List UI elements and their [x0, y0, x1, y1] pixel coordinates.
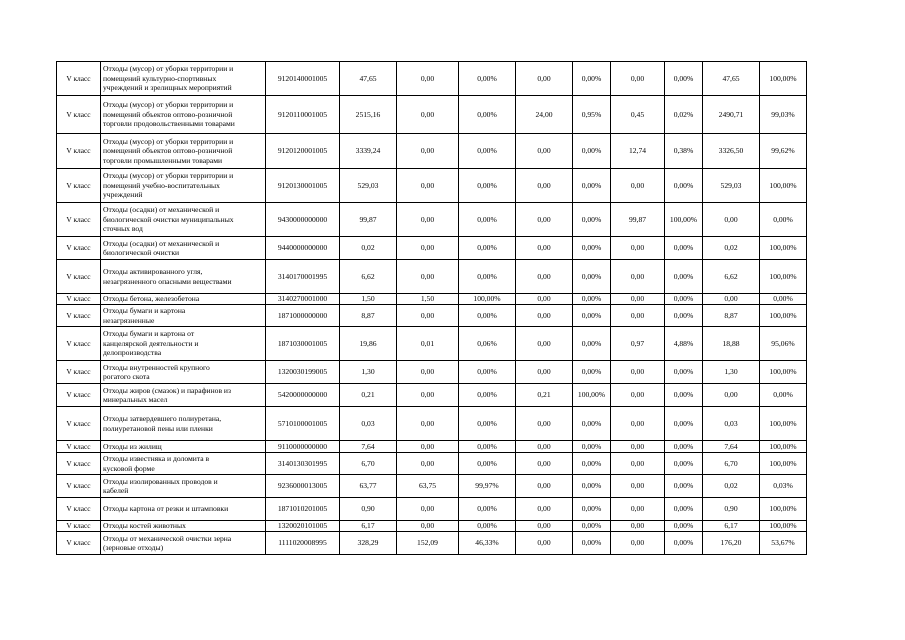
percent-2-cell: 0,00%	[573, 62, 611, 96]
value-2-cell: 0,00	[516, 62, 573, 96]
value-3-cell: 0,00	[611, 294, 665, 305]
percent-1-cell: 0,00%	[459, 169, 516, 203]
waste-name-cell	[101, 475, 266, 498]
percent-4-cell: 100,00%	[760, 305, 807, 327]
percent-4-cell: 0,03%	[760, 475, 807, 498]
percent-3-cell: 0,00%	[665, 294, 703, 305]
percent-4-cell: 95,06%	[760, 327, 807, 361]
waste-name-cell	[101, 407, 266, 441]
value-1-cell: 63,75	[397, 475, 459, 498]
percent-2-cell: 0,00%	[573, 498, 611, 521]
percent-3-cell: 0,00%	[665, 305, 703, 327]
percent-3-cell: 0,38%	[665, 134, 703, 169]
percent-3-cell: 0,02%	[665, 96, 703, 134]
waste-name-cell	[101, 134, 266, 169]
percent-3-cell: 0,00%	[665, 532, 703, 555]
percent-2-cell: 0,00%	[573, 294, 611, 305]
waste-code-cell: 1871000000000	[266, 305, 340, 327]
total-cell: 2515,16	[340, 96, 397, 134]
waste-code-cell: 9120140001005	[266, 62, 340, 96]
value-3-cell: 0,00	[611, 441, 665, 453]
value-1-cell: 0,00	[397, 384, 459, 407]
value-4-cell: 0,00	[703, 384, 760, 407]
class-cell: V класс	[57, 237, 101, 260]
waste-name-line: Отходы затвердевшего полиуретана,	[103, 414, 222, 424]
waste-code-cell: 9110000000000	[266, 441, 340, 453]
value-2-cell: 0,00	[516, 532, 573, 555]
percent-2-cell: 0,00%	[573, 327, 611, 361]
table-row	[57, 169, 807, 203]
value-4-cell: 2490,71	[703, 96, 760, 134]
value-3-cell: 0,00	[611, 361, 665, 384]
percent-3-cell: 0,00%	[665, 407, 703, 441]
waste-name-line: помещений культурно-спортивных	[103, 73, 217, 83]
percent-3-cell: 0,00%	[665, 475, 703, 498]
value-4-cell: 6,17	[703, 521, 760, 532]
total-cell: 7,64	[340, 441, 397, 453]
table-row	[57, 475, 807, 498]
class-cell: V класс	[57, 521, 101, 532]
waste-name-line: Отходы внутренностей крупного	[103, 362, 210, 372]
value-2-cell: 0,00	[516, 327, 573, 361]
total-cell: 0,03	[340, 407, 397, 441]
value-2-cell: 0,21	[516, 384, 573, 407]
waste-code-cell: 5420000000000	[266, 384, 340, 407]
class-cell: V класс	[57, 305, 101, 327]
total-cell: 8,87	[340, 305, 397, 327]
waste-name-cell	[101, 532, 266, 555]
waste-table	[56, 61, 807, 555]
percent-4-cell: 100,00%	[760, 498, 807, 521]
waste-name-cell	[101, 305, 266, 327]
total-cell: 0,90	[340, 498, 397, 521]
table-row	[57, 407, 807, 441]
class-cell: V класс	[57, 498, 101, 521]
total-cell: 19,86	[340, 327, 397, 361]
total-cell: 3339,24	[340, 134, 397, 169]
percent-1-cell: 46,33%	[459, 532, 516, 555]
waste-name-line: Отходы (мусор) от уборки территории и	[103, 136, 234, 146]
percent-3-cell: 0,00%	[665, 498, 703, 521]
waste-code-cell: 3140270001000	[266, 294, 340, 305]
percent-1-cell: 0,00%	[459, 305, 516, 327]
value-3-cell: 0,00	[611, 237, 665, 260]
waste-name-line: делопроизводства	[103, 348, 162, 358]
percent-3-cell: 0,00%	[665, 62, 703, 96]
value-1-cell: 0,00	[397, 260, 459, 294]
value-2-cell: 0,00	[516, 407, 573, 441]
value-1-cell: 0,00	[397, 96, 459, 134]
total-cell: 47,65	[340, 62, 397, 96]
total-cell: 1,30	[340, 361, 397, 384]
value-2-cell: 0,00	[516, 169, 573, 203]
waste-name-line: Отходы активированного угля,	[103, 267, 203, 277]
waste-name-line: Отходы жиров (смазок) и парафинов из	[103, 385, 231, 395]
waste-name-line: биологической очистки муниципальных	[103, 214, 234, 224]
percent-1-cell: 0,00%	[459, 96, 516, 134]
percent-1-cell: 0,00%	[459, 521, 516, 532]
class-cell: V класс	[57, 327, 101, 361]
value-1-cell: 0,00	[397, 169, 459, 203]
table-row	[57, 305, 807, 327]
waste-name-line: Отходы бумаги и картона от	[103, 329, 195, 339]
value-3-cell: 0,00	[611, 498, 665, 521]
waste-name-cell	[101, 169, 266, 203]
waste-code-cell: 9440000000000	[266, 237, 340, 260]
value-3-cell: 0,00	[611, 521, 665, 532]
waste-name-line: Отходы бумаги и картона	[103, 306, 186, 316]
value-2-cell: 0,00	[516, 441, 573, 453]
table-row	[57, 237, 807, 260]
percent-1-cell: 0,00%	[459, 134, 516, 169]
table-row	[57, 203, 807, 237]
value-1-cell: 0,00	[397, 237, 459, 260]
value-1-cell: 1,50	[397, 294, 459, 305]
waste-code-cell: 9120130001005	[266, 169, 340, 203]
waste-name-line: помещений объектов оптово-розничной	[103, 109, 233, 119]
table-row	[57, 384, 807, 407]
value-1-cell: 0,00	[397, 305, 459, 327]
value-2-cell: 0,00	[516, 453, 573, 475]
table-row	[57, 62, 807, 96]
waste-name-cell	[101, 361, 266, 384]
value-3-cell: 0,00	[611, 407, 665, 441]
class-cell: V класс	[57, 203, 101, 237]
percent-1-cell: 0,00%	[459, 361, 516, 384]
waste-name-line: полиуретановой пены или пленки	[103, 423, 213, 433]
percent-3-cell: 100,00%	[665, 203, 703, 237]
waste-code-cell: 3140130301995	[266, 453, 340, 475]
waste-name-line: помещений объектов оптово-розничной	[103, 146, 233, 156]
value-2-cell: 0,00	[516, 498, 573, 521]
value-3-cell: 0,00	[611, 305, 665, 327]
table-row	[57, 327, 807, 361]
waste-name-line: Отходы (мусор) от уборки территории и	[103, 100, 234, 110]
waste-name-line: минеральных масел	[103, 395, 168, 404]
percent-1-cell: 0,00%	[459, 203, 516, 237]
class-cell: V класс	[57, 294, 101, 305]
class-cell: V класс	[57, 260, 101, 294]
percent-1-cell: 0,00%	[459, 62, 516, 96]
class-cell: V класс	[57, 361, 101, 384]
waste-name-cell	[101, 62, 266, 96]
waste-code-cell: 9120110001005	[266, 96, 340, 134]
waste-name-cell	[101, 384, 266, 407]
percent-3-cell: 0,00%	[665, 260, 703, 294]
value-3-cell: 0,00	[611, 62, 665, 96]
waste-name-line: Отходы бетона, железобетона	[103, 294, 200, 304]
percent-1-cell: 0,00%	[459, 441, 516, 453]
value-4-cell: 6,62	[703, 260, 760, 294]
table-row	[57, 453, 807, 475]
value-4-cell: 0,00	[703, 294, 760, 305]
waste-name-line: Отходы изолированных проводов и	[103, 476, 218, 486]
total-cell: 0,21	[340, 384, 397, 407]
percent-2-cell: 0,00%	[573, 475, 611, 498]
value-4-cell: 18,88	[703, 327, 760, 361]
waste-name-line: незагрязненные	[103, 315, 155, 325]
waste-code-cell: 1871030001005	[266, 327, 340, 361]
value-4-cell: 3326,50	[703, 134, 760, 169]
value-3-cell: 0,00	[611, 532, 665, 555]
percent-4-cell: 53,67%	[760, 532, 807, 555]
table-row	[57, 532, 807, 555]
percent-4-cell: 100,00%	[760, 453, 807, 475]
value-1-cell: 0,01	[397, 327, 459, 361]
value-4-cell: 0,00	[703, 203, 760, 237]
value-2-cell: 0,00	[516, 134, 573, 169]
waste-code-cell: 1871010201005	[266, 498, 340, 521]
percent-1-cell: 0,00%	[459, 384, 516, 407]
percent-4-cell: 100,00%	[760, 521, 807, 532]
percent-3-cell: 0,00%	[665, 441, 703, 453]
percent-2-cell: 100,00%	[573, 384, 611, 407]
waste-name-cell	[101, 203, 266, 237]
percent-1-cell: 0,00%	[459, 237, 516, 260]
total-cell: 63,77	[340, 475, 397, 498]
percent-2-cell: 0,00%	[573, 134, 611, 169]
value-3-cell: 12,74	[611, 134, 665, 169]
percent-4-cell: 100,00%	[760, 441, 807, 453]
class-cell: V класс	[57, 134, 101, 169]
percent-3-cell: 0,00%	[665, 521, 703, 532]
percent-4-cell: 100,00%	[760, 407, 807, 441]
waste-name-line: помещений учебно-воспитательных	[103, 180, 220, 190]
percent-4-cell: 100,00%	[760, 62, 807, 96]
percent-3-cell: 0,00%	[665, 169, 703, 203]
percent-2-cell: 0,00%	[573, 203, 611, 237]
waste-code-cell: 1111020008995	[266, 532, 340, 555]
waste-name-cell	[101, 96, 266, 134]
table-row	[57, 134, 807, 169]
waste-name-line: учреждений и зрелищных мероприятий	[103, 83, 232, 93]
percent-1-cell: 0,00%	[459, 453, 516, 475]
percent-2-cell: 0,00%	[573, 453, 611, 475]
waste-code-cell: 1320020101005	[266, 521, 340, 532]
waste-name-cell	[101, 260, 266, 294]
value-4-cell: 0,02	[703, 475, 760, 498]
value-1-cell: 0,00	[397, 361, 459, 384]
waste-name-line: Отходы картона от резки и штамповки	[103, 504, 229, 514]
table-row	[57, 260, 807, 294]
value-1-cell: 0,00	[397, 498, 459, 521]
total-cell: 6,70	[340, 453, 397, 475]
table-body	[57, 62, 807, 555]
value-4-cell: 47,65	[703, 62, 760, 96]
waste-name-cell	[101, 327, 266, 361]
class-cell: V класс	[57, 441, 101, 453]
waste-name-cell	[101, 237, 266, 260]
value-2-cell: 0,00	[516, 305, 573, 327]
waste-name-cell	[101, 441, 266, 453]
percent-4-cell: 100,00%	[760, 361, 807, 384]
total-cell: 529,03	[340, 169, 397, 203]
total-cell: 328,29	[340, 532, 397, 555]
waste-name-line: (зерновые отходы)	[103, 543, 164, 552]
waste-name-line: Отходы от механической очистки зерна	[103, 533, 232, 543]
value-2-cell: 0,00	[516, 260, 573, 294]
total-cell: 6,62	[340, 260, 397, 294]
class-cell: V класс	[57, 532, 101, 555]
value-3-cell: 0,00	[611, 453, 665, 475]
value-2-cell: 0,00	[516, 294, 573, 305]
percent-1-cell: 100,00%	[459, 294, 516, 305]
value-3-cell: 0,45	[611, 96, 665, 134]
percent-4-cell: 0,00%	[760, 203, 807, 237]
table-row	[57, 96, 807, 134]
waste-name-line: кусковой форме	[103, 463, 155, 473]
percent-4-cell: 99,03%	[760, 96, 807, 134]
class-cell: V класс	[57, 384, 101, 407]
percent-2-cell: 0,00%	[573, 361, 611, 384]
waste-name-cell	[101, 521, 266, 532]
value-4-cell: 0,90	[703, 498, 760, 521]
waste-code-cell: 9236000013005	[266, 475, 340, 498]
percent-2-cell: 0,00%	[573, 305, 611, 327]
percent-2-cell: 0,00%	[573, 521, 611, 532]
waste-name-line: канцелярской деятельности и	[103, 338, 199, 348]
waste-name-line: торговли продовольственными товарами	[103, 119, 235, 129]
value-4-cell: 0,03	[703, 407, 760, 441]
value-3-cell: 0,00	[611, 260, 665, 294]
waste-name-line: Отходы известняка и доломита в	[103, 454, 210, 464]
value-4-cell: 6,70	[703, 453, 760, 475]
waste-name-line: кабелей	[103, 486, 129, 495]
waste-name-line: Отходы (осадки) от механической и	[103, 238, 220, 248]
percent-2-cell: 0,00%	[573, 441, 611, 453]
waste-name-line: незагрязненного опасными веществами	[103, 276, 232, 286]
value-2-cell: 0,00	[516, 203, 573, 237]
value-2-cell: 24,00	[516, 96, 573, 134]
percent-2-cell: 0,00%	[573, 169, 611, 203]
value-2-cell: 0,00	[516, 361, 573, 384]
value-1-cell: 0,00	[397, 521, 459, 532]
waste-name-line: Отходы (мусор) от уборки территории и	[103, 171, 234, 181]
percent-3-cell: 0,00%	[665, 384, 703, 407]
value-2-cell: 0,00	[516, 237, 573, 260]
percent-4-cell: 100,00%	[760, 169, 807, 203]
value-4-cell: 7,64	[703, 441, 760, 453]
value-1-cell: 0,00	[397, 441, 459, 453]
value-3-cell: 0,00	[611, 475, 665, 498]
waste-name-line: учреждений	[103, 190, 143, 200]
total-cell: 6,17	[340, 521, 397, 532]
value-1-cell: 0,00	[397, 407, 459, 441]
value-1-cell: 0,00	[397, 62, 459, 96]
value-1-cell: 0,00	[397, 453, 459, 475]
waste-name-cell	[101, 498, 266, 521]
value-4-cell: 1,30	[703, 361, 760, 384]
percent-4-cell: 0,00%	[760, 384, 807, 407]
waste-name-line: Отходы костей животных	[103, 521, 186, 531]
value-3-cell: 0,00	[611, 384, 665, 407]
waste-name-line: рогатого скота	[103, 372, 150, 381]
percent-3-cell: 4,88%	[665, 327, 703, 361]
value-1-cell: 0,00	[397, 134, 459, 169]
waste-name-line: Отходы из жилищ	[103, 441, 162, 451]
percent-4-cell: 99,62%	[760, 134, 807, 169]
value-3-cell: 0,00	[611, 169, 665, 203]
class-cell: V класс	[57, 475, 101, 498]
percent-3-cell: 0,00%	[665, 453, 703, 475]
total-cell: 0,02	[340, 237, 397, 260]
class-cell: V класс	[57, 407, 101, 441]
percent-1-cell: 99,97%	[459, 475, 516, 498]
value-4-cell: 8,87	[703, 305, 760, 327]
value-3-cell: 0,97	[611, 327, 665, 361]
percent-1-cell: 0,00%	[459, 407, 516, 441]
waste-code-cell: 9430000000000	[266, 203, 340, 237]
waste-code-cell: 5710100001005	[266, 407, 340, 441]
waste-name-line: торговли промышленными товарами	[103, 155, 223, 165]
waste-name-line: биологической очистки	[103, 248, 180, 257]
percent-1-cell: 0,00%	[459, 498, 516, 521]
percent-2-cell: 0,95%	[573, 96, 611, 134]
percent-4-cell: 100,00%	[760, 237, 807, 260]
percent-4-cell: 0,00%	[760, 294, 807, 305]
value-2-cell: 0,00	[516, 475, 573, 498]
value-4-cell: 176,20	[703, 532, 760, 555]
waste-name-cell	[101, 453, 266, 475]
waste-code-cell: 9120120001005	[266, 134, 340, 169]
waste-code-cell: 3140170001995	[266, 260, 340, 294]
waste-name-line: сточных вод	[103, 224, 143, 234]
value-3-cell: 99,87	[611, 203, 665, 237]
table-row	[57, 361, 807, 384]
percent-1-cell: 0,00%	[459, 260, 516, 294]
waste-code-cell: 1320030199005	[266, 361, 340, 384]
value-4-cell: 529,03	[703, 169, 760, 203]
percent-3-cell: 0,00%	[665, 237, 703, 260]
value-1-cell: 152,09	[397, 532, 459, 555]
percent-2-cell: 0,00%	[573, 260, 611, 294]
class-cell: V класс	[57, 453, 101, 475]
class-cell: V класс	[57, 169, 101, 203]
table-row	[57, 294, 807, 305]
percent-1-cell: 0,06%	[459, 327, 516, 361]
waste-name-line: Отходы (осадки) от механической и	[103, 205, 220, 215]
table-row	[57, 521, 807, 532]
class-cell: V класс	[57, 96, 101, 134]
table-row	[57, 498, 807, 521]
value-4-cell: 0,02	[703, 237, 760, 260]
percent-2-cell: 0,00%	[573, 407, 611, 441]
value-1-cell: 0,00	[397, 203, 459, 237]
total-cell: 99,87	[340, 203, 397, 237]
percent-4-cell: 100,00%	[760, 260, 807, 294]
class-cell: V класс	[57, 62, 101, 96]
percent-2-cell: 0,00%	[573, 532, 611, 555]
waste-name-cell	[101, 294, 266, 305]
value-2-cell: 0,00	[516, 521, 573, 532]
percent-3-cell: 0,00%	[665, 361, 703, 384]
total-cell: 1,50	[340, 294, 397, 305]
waste-name-line: Отходы (мусор) от уборки территории и	[103, 64, 234, 74]
table-row	[57, 441, 807, 453]
percent-2-cell: 0,00%	[573, 237, 611, 260]
